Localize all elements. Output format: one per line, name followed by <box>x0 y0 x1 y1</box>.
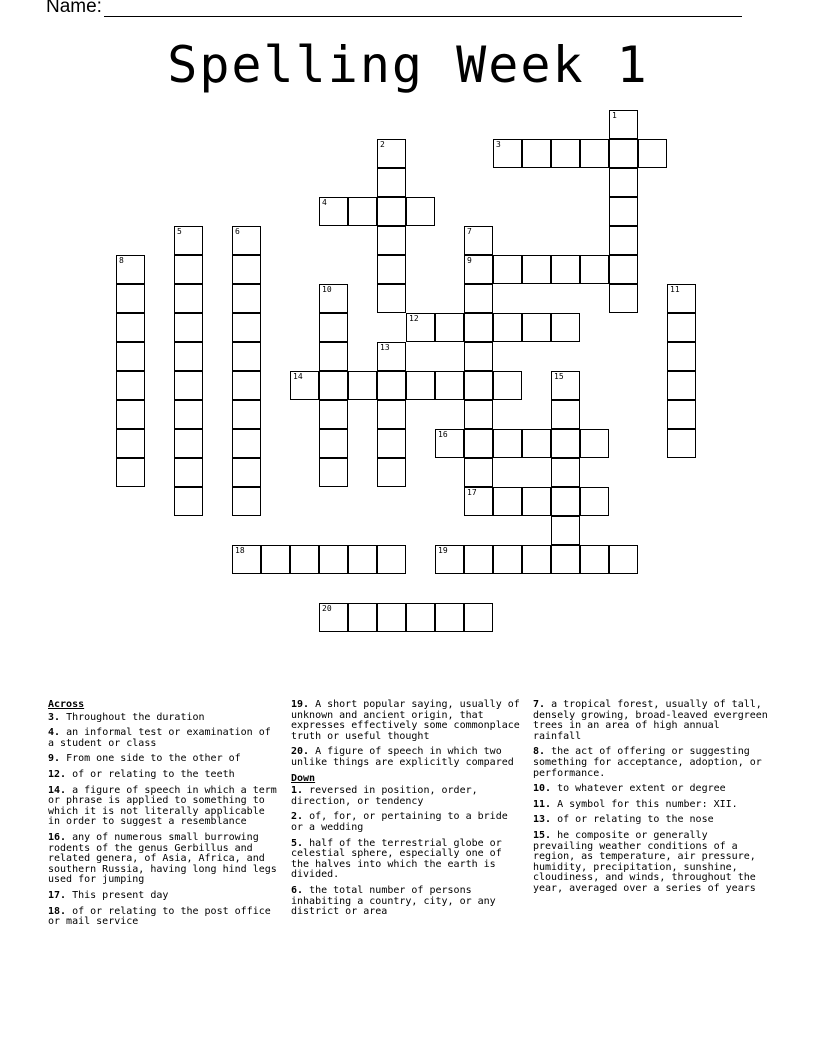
grid-cell[interactable] <box>174 226 203 255</box>
grid-cell[interactable] <box>319 545 348 574</box>
grid-cell[interactable] <box>522 487 551 516</box>
clue-text: reversed in position, order, direction, or tendency <box>291 785 478 807</box>
grid-cell[interactable] <box>464 603 493 632</box>
across-clue-list-continued <box>291 700 525 769</box>
grid-cell[interactable] <box>377 342 406 371</box>
down-clue-list-continued <box>533 700 769 895</box>
grid-cell[interactable] <box>174 313 203 342</box>
grid-cell[interactable] <box>377 139 406 168</box>
grid-cell[interactable] <box>551 139 580 168</box>
grid-cell[interactable] <box>551 400 580 429</box>
cell-number: 4 <box>322 198 327 207</box>
clue-number: 1. <box>291 785 304 797</box>
clue-item <box>48 833 282 886</box>
grid-cell[interactable] <box>609 226 638 255</box>
grid-cell[interactable] <box>232 400 261 429</box>
grid-cell[interactable] <box>319 342 348 371</box>
cell-number: 2 <box>380 140 385 149</box>
cell-number: 1 <box>612 111 617 120</box>
grid-cell[interactable] <box>174 487 203 516</box>
clue-text: of or relating to the nose <box>551 814 714 826</box>
grid-cell[interactable] <box>464 429 493 458</box>
grid-cell[interactable] <box>406 603 435 632</box>
grid-cell[interactable] <box>232 284 261 313</box>
grid-cell[interactable] <box>522 313 551 342</box>
grid-cell[interactable] <box>551 313 580 342</box>
grid-cell[interactable] <box>377 226 406 255</box>
grid-cell[interactable] <box>580 429 609 458</box>
grid-cell[interactable] <box>435 603 464 632</box>
cell-number: 19 <box>438 546 448 555</box>
grid-cell[interactable] <box>464 284 493 313</box>
clue-number: 19. <box>291 699 310 710</box>
grid-cell[interactable] <box>522 429 551 458</box>
grid-cell[interactable] <box>493 255 522 284</box>
cell-number: 10 <box>322 285 332 294</box>
clue-text: This present day <box>66 889 169 901</box>
grid-cell[interactable] <box>667 371 696 400</box>
clue-text: Throughout the duration <box>60 711 205 723</box>
cell-number: 5 <box>177 227 182 236</box>
grid-cell[interactable] <box>348 197 377 226</box>
grid-cell[interactable] <box>232 371 261 400</box>
clue-number: 11. <box>533 798 552 810</box>
grid-cell[interactable] <box>319 603 348 632</box>
cell-number: 15 <box>554 372 564 381</box>
clues-column-2 <box>291 700 525 923</box>
clue-number: 8. <box>533 746 546 758</box>
grid-cell[interactable] <box>232 458 261 487</box>
grid-cell[interactable] <box>174 284 203 313</box>
grid-cell[interactable] <box>319 458 348 487</box>
clue-item <box>533 700 769 742</box>
grid-cell[interactable] <box>261 545 290 574</box>
grid-cell[interactable] <box>667 429 696 458</box>
clue-item <box>48 786 282 828</box>
clue-item <box>533 800 769 811</box>
grid-cell[interactable] <box>290 371 319 400</box>
clue-item <box>48 891 282 902</box>
clue-text: of, for, or pertaining to a bride or a wedding <box>291 811 508 833</box>
clue-number: 3. <box>48 711 61 723</box>
grid-cell[interactable] <box>116 429 145 458</box>
grid-cell[interactable] <box>435 313 464 342</box>
grid-cell[interactable] <box>522 255 551 284</box>
grid-cell[interactable] <box>580 545 609 574</box>
clue-item <box>533 831 769 895</box>
grid-cell[interactable] <box>319 429 348 458</box>
clue-number: 16. <box>48 831 67 843</box>
grid-cell[interactable] <box>319 313 348 342</box>
grid-cell[interactable] <box>232 226 261 255</box>
grid-cell[interactable] <box>174 371 203 400</box>
grid-cell[interactable] <box>493 545 522 574</box>
across-heading: Across <box>48 699 85 710</box>
clue-text: any of numerous small burrowing rodents of the genus Gerbillus and related genera, of Asia, Africa, and southern Russia, having long hind legs used for jumping <box>48 831 277 886</box>
grid-cell[interactable] <box>551 487 580 516</box>
clue-text: A short popular saying, usually of unknown and ancient origin, that expresses effectively some commonplace truth or useful thought <box>291 699 520 742</box>
grid-cell[interactable] <box>609 545 638 574</box>
grid-cell[interactable] <box>319 371 348 400</box>
clue-text: half of the terrestrial globe or celestial sphere, especially one of the halves into which the earth is divided. <box>291 837 502 881</box>
clue-item <box>533 784 769 795</box>
grid-cell[interactable] <box>174 255 203 284</box>
grid-cell[interactable] <box>290 545 319 574</box>
grid-cell[interactable] <box>609 284 638 313</box>
grid-cell[interactable] <box>493 371 522 400</box>
grid-cell[interactable] <box>377 603 406 632</box>
clue-number: 14. <box>48 784 67 796</box>
clue-number: 13. <box>533 814 552 826</box>
across-clue-list <box>48 713 282 928</box>
grid-cell[interactable] <box>406 313 435 342</box>
clue-item <box>48 713 282 724</box>
clue-number: 2. <box>291 811 304 823</box>
grid-cell[interactable] <box>377 255 406 284</box>
cell-number: 14 <box>293 372 303 381</box>
cell-number: 13 <box>380 343 390 352</box>
clue-item <box>48 728 282 749</box>
grid-cell[interactable] <box>493 487 522 516</box>
cell-number: 7 <box>467 227 472 236</box>
grid-cell[interactable] <box>116 255 145 284</box>
grid-cell[interactable] <box>232 429 261 458</box>
grid-cell[interactable] <box>551 516 580 545</box>
grid-cell[interactable] <box>609 139 638 168</box>
clue-text: From one side to the other of <box>60 753 241 765</box>
grid-cell[interactable] <box>609 110 638 139</box>
clues-column-3 <box>533 700 769 900</box>
down-clue-list <box>291 786 525 918</box>
cell-number: 20 <box>322 604 332 613</box>
grid-cell[interactable] <box>319 284 348 313</box>
grid-cell[interactable] <box>667 342 696 371</box>
grid-cell[interactable] <box>435 545 464 574</box>
grid-cell[interactable] <box>232 545 261 574</box>
clues-column-1 <box>48 700 282 933</box>
grid-cell[interactable] <box>464 226 493 255</box>
clue-text: A figure of speech in which two unlike things are explicitly compared <box>291 746 514 768</box>
grid-cell[interactable] <box>609 168 638 197</box>
grid-cell[interactable] <box>638 139 667 168</box>
grid-cell[interactable] <box>348 545 377 574</box>
grid-cell[interactable] <box>319 400 348 429</box>
grid-cell[interactable] <box>377 400 406 429</box>
clue-text: of or relating to the teeth <box>66 768 235 780</box>
clue-number: 7. <box>533 699 546 710</box>
clue-text: A symbol for this number: XII. <box>551 798 738 810</box>
clue-item <box>291 886 525 918</box>
clue-item <box>533 815 769 826</box>
grid-cell[interactable] <box>493 313 522 342</box>
grid-cell[interactable] <box>667 313 696 342</box>
clue-text: the total number of persons inhabiting a country, city, or any district or area <box>291 884 496 918</box>
grid-cell[interactable] <box>580 255 609 284</box>
grid-cell[interactable] <box>174 400 203 429</box>
grid-cell[interactable] <box>377 197 406 226</box>
grid-cell[interactable] <box>116 342 145 371</box>
grid-cell[interactable] <box>406 371 435 400</box>
grid-cell[interactable] <box>116 458 145 487</box>
grid-cell[interactable] <box>232 342 261 371</box>
clue-number: 12. <box>48 768 67 780</box>
grid-cell[interactable] <box>551 429 580 458</box>
name-label: Name: <box>46 0 102 17</box>
cell-number: 16 <box>438 430 448 439</box>
clue-text: the act of offering or suggesting something for acceptance, adoption, or performance. <box>533 746 762 779</box>
grid-cell[interactable] <box>493 139 522 168</box>
grid-cell[interactable] <box>174 342 203 371</box>
grid-cell[interactable] <box>232 487 261 516</box>
clue-text: a tropical forest, usually of tall, densely growing, broad-leaved evergreen trees in an area of high annual rainfall <box>533 699 768 742</box>
grid-cell[interactable] <box>435 429 464 458</box>
clue-item <box>291 700 525 742</box>
grid-cell[interactable] <box>348 603 377 632</box>
clue-item <box>48 770 282 781</box>
down-heading: Down <box>291 772 316 784</box>
cell-number: 11 <box>670 285 680 294</box>
clue-number: 15. <box>533 829 552 841</box>
grid-cell[interactable] <box>464 545 493 574</box>
clue-number: 18. <box>48 905 67 917</box>
grid-cell[interactable] <box>522 139 551 168</box>
grid-cell[interactable] <box>464 400 493 429</box>
clue-item <box>533 747 769 779</box>
grid-cell[interactable] <box>493 429 522 458</box>
grid-cell[interactable] <box>551 458 580 487</box>
cell-number: 3 <box>496 140 501 149</box>
clue-item <box>291 786 525 807</box>
cell-number: 17 <box>467 488 477 497</box>
grid-cell[interactable] <box>609 197 638 226</box>
grid-cell[interactable] <box>232 255 261 284</box>
clue-number: 5. <box>291 837 304 849</box>
grid-cell[interactable] <box>232 313 261 342</box>
clue-item <box>291 747 525 768</box>
cell-number: 9 <box>467 256 472 265</box>
clue-number: 17. <box>48 889 67 901</box>
grid-cell[interactable] <box>116 400 145 429</box>
grid-cell[interactable] <box>522 545 551 574</box>
grid-cell[interactable] <box>580 139 609 168</box>
grid-cell[interactable] <box>435 371 464 400</box>
grid-cell[interactable] <box>464 313 493 342</box>
grid-cell[interactable] <box>551 545 580 574</box>
clue-text: of or relating to the post office or mail service <box>48 905 271 928</box>
clue-number: 6. <box>291 884 304 896</box>
grid-cell[interactable] <box>667 284 696 313</box>
grid-cell[interactable] <box>116 313 145 342</box>
clue-item <box>48 907 282 928</box>
clue-number: 20. <box>291 746 310 758</box>
grid-cell[interactable] <box>174 458 203 487</box>
grid-cell[interactable] <box>377 284 406 313</box>
clue-text: an informal test or examination of a student or class <box>48 727 271 749</box>
clue-number: 4. <box>48 727 61 739</box>
grid-cell[interactable] <box>116 371 145 400</box>
cell-number: 12 <box>409 314 419 323</box>
clue-item <box>291 812 525 833</box>
clue-item <box>48 754 282 765</box>
grid-cell[interactable] <box>348 371 377 400</box>
grid-cell[interactable] <box>174 429 203 458</box>
clue-number: 10. <box>533 783 552 795</box>
grid-cell[interactable] <box>406 197 435 226</box>
grid-cell[interactable] <box>377 458 406 487</box>
clue-text: to whatever extent or degree <box>551 783 726 795</box>
grid-cell[interactable] <box>377 545 406 574</box>
clue-text: a figure of speech in which a term or phrase is applied to something to which it is not literally applicable in order to suggest a resemblance <box>48 784 277 828</box>
grid-cell[interactable] <box>464 458 493 487</box>
clue-text: he composite or generally prevailing weather conditions of a region, as temperature, air pressure, humidity, precipitation, sunshine, cloudiness, and winds, throughout the year, averaged over a series of years <box>533 829 756 894</box>
grid-cell[interactable] <box>609 255 638 284</box>
grid-cell[interactable] <box>377 371 406 400</box>
cell-number: 8 <box>119 256 124 265</box>
cell-number: 6 <box>235 227 240 236</box>
grid-cell[interactable] <box>116 284 145 313</box>
clue-item <box>291 839 525 881</box>
grid-cell[interactable] <box>551 255 580 284</box>
grid-cell[interactable] <box>464 487 493 516</box>
page-title: Spelling Week 1 <box>167 36 649 94</box>
grid-cell[interactable] <box>551 371 580 400</box>
grid-cell[interactable] <box>464 342 493 371</box>
grid-cell[interactable] <box>377 168 406 197</box>
clue-number: 9. <box>48 753 61 765</box>
grid-cell[interactable] <box>319 197 348 226</box>
grid-cell[interactable] <box>464 255 493 284</box>
grid-cell[interactable] <box>464 371 493 400</box>
grid-cell[interactable] <box>580 487 609 516</box>
grid-cell[interactable] <box>377 429 406 458</box>
grid-cell[interactable] <box>667 400 696 429</box>
cell-number: 18 <box>235 546 245 555</box>
